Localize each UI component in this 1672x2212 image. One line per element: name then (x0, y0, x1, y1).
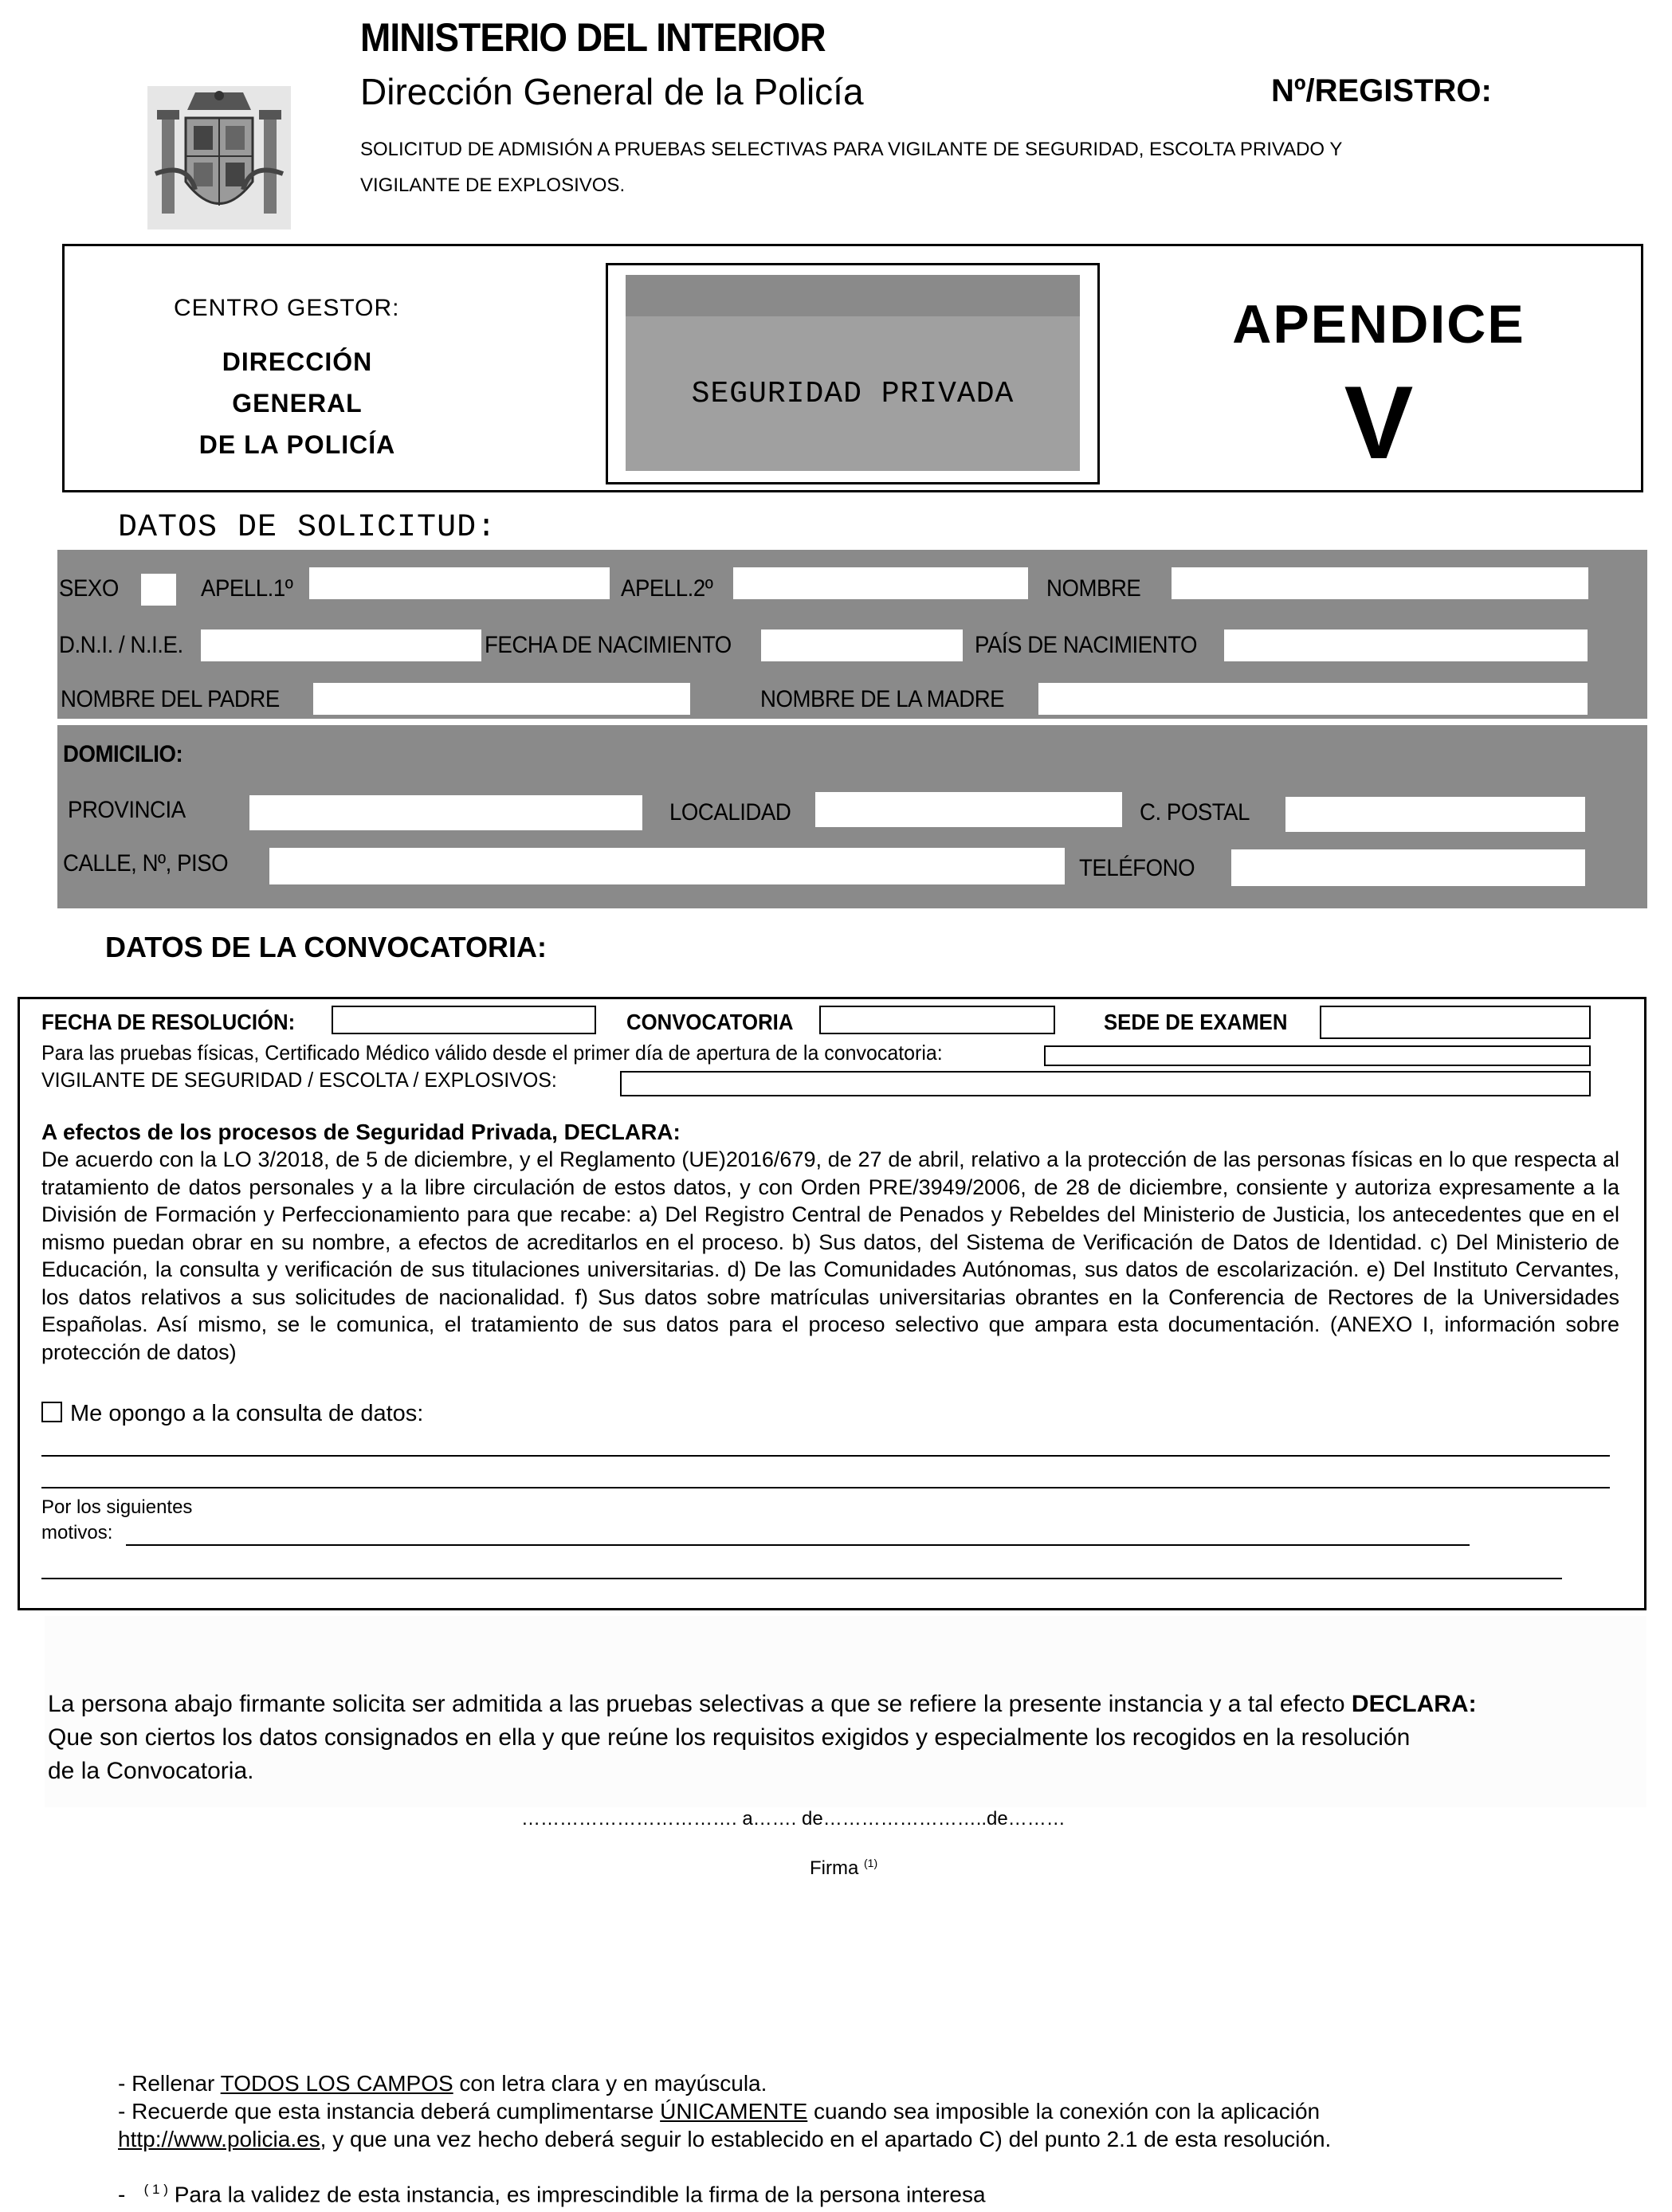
registro-label: Nº/REGISTRO: (1271, 73, 1492, 108)
convocatoria-field[interactable] (819, 1006, 1055, 1034)
motivos-line1: Por los siguientes (41, 1496, 193, 1518)
seguridad-privada-label: SEGURIDAD PRIVADA (626, 316, 1080, 471)
dni-label: D.N.I. / N.I.E. (59, 632, 183, 658)
certificado-medico-field[interactable] (1044, 1045, 1591, 1066)
nota-2-pre: - Recuerde que esta instancia deberá cumplimentarse (118, 2099, 661, 2124)
declaracion-line1-text: La persona abajo firmante solicita ser admitida a las pruebas selectivas a que se refiere la presente instancia y a tal efecto (48, 1691, 1352, 1717)
sexo-label: SEXO (59, 575, 119, 602)
gestor-name-line2: DE LA POLICÍA (198, 430, 396, 459)
declara-body: De acuerdo con la LO 3/2018, de 5 de diciembre, y el Reglamento (UE)2016/679, de 27 de abril, relativo a la protección de las personas físicas en lo que respecta al tratamiento de datos personales y a la libre circulación de estos datos, y con Orden PRE/3949/2006, de 28 de diciembre, consiente y autoriza expresamente a la División de Formación y Perfeccionamiento para que recabe: a) Del Registro Central de Penados y Rebeldes del Ministerio de Justicia, los antecedentes que en el mismo puedan obrar en su nombre, a efectos de acreditarlos en el proceso. b) Sus datos, del Sistema de Verificación de Datos de Identidad. c) Del Ministerio de Educación, la consulta y verificación de sus titulaciones universitarias. d) De las Comunidades Autónomas, sus datos de escolarización. e) Del Instituto Cervantes, los datos relativos a sus solicitudes de nacionalidad. f) Sus datos sobre matrículas universitarias obrantes en la Conferencia de Rectores de la Universidades Españolas. Así mismo, se le comunica, el tratamiento de sus datos para el proceso selectivo que ampara esta documentación. (ANEXO I, información sobre protección de datos) (41, 1147, 1619, 1364)
opongo-label: Me opongo a la consulta de datos: (70, 1401, 424, 1426)
fecha-nacimiento-label: FECHA DE NACIMIENTO (485, 632, 732, 658)
nota-4-text: Para la validez de esta instancia, es imprescindible la firma de la persona interesa (174, 2182, 986, 2207)
nota-4-ref: ( 1 ) (143, 2182, 168, 2197)
pais-nacimiento-label: PAÍS DE NACIMIENTO (975, 632, 1198, 658)
firma-label (810, 1857, 877, 1880)
apendice-number: V (1344, 364, 1414, 480)
nota-2 (118, 2097, 1331, 2125)
declaracion-line1 (48, 1688, 1642, 1721)
nombre-label: NOMBRE (1046, 575, 1141, 602)
localidad-field[interactable] (815, 792, 1122, 827)
motivos-line2: motivos: (41, 1522, 113, 1543)
policia-link[interactable]: http://www.policia.es (118, 2127, 320, 2151)
opongo-checkbox[interactable] (41, 1402, 62, 1422)
calle-field[interactable] (269, 848, 1065, 884)
sede-examen-label: SEDE DE EXAMEN (1104, 1010, 1288, 1034)
apell1-field[interactable] (309, 567, 610, 599)
telefono-label: TELÉFONO (1079, 855, 1195, 881)
fecha-nacimiento-field[interactable] (761, 629, 963, 661)
opongo-option[interactable] (41, 1401, 423, 1427)
vigilante-label: VIGILANTE DE SEGURIDAD / ESCOLTA / EXPLOSIVOS: (41, 1068, 557, 1092)
declaracion-line2: Que son ciertos los datos consignados en ella y que reúne los requisitos exigidos y especialmente los recogidos en la resolución (48, 1724, 1411, 1751)
solicitud-subtitle-line1: SOLICITUD DE ADMISIÓN A PRUEBAS SELECTIVAS PARA VIGILANTE DE SEGURIDAD, ESCOLTA PRIVADO Y (360, 139, 1343, 160)
motivos-line-2[interactable] (41, 1578, 1562, 1579)
opongo-line-2[interactable] (41, 1487, 1610, 1488)
date-line[interactable]: ……………………………. a……. de……………………..de……… (521, 1808, 1066, 1830)
nota-1-underline: TODOS LOS CAMPOS (220, 2071, 453, 2096)
seguridad-privada-band (626, 275, 1080, 316)
nota-4 (118, 2182, 986, 2207)
codigo-postal-field[interactable] (1285, 797, 1585, 832)
nota-4-dash: - (118, 2182, 126, 2207)
provincia-field[interactable] (249, 795, 642, 830)
domicilio-label: DOMICILIO: (63, 741, 183, 767)
datos-solicitud-heading: DATOS DE SOLICITUD: (118, 510, 497, 546)
declara-heading: A efectos de los procesos de Seguridad Privada, DECLARA: (41, 1120, 681, 1144)
apell1-label: APELL.1º (201, 575, 293, 602)
solicitud-subtitle (360, 131, 1476, 203)
direction-title: Dirección General de la Policía (360, 71, 864, 112)
provincia-label: PROVINCIA (68, 797, 186, 823)
apendice-title: APENDICE (1232, 294, 1525, 355)
nombre-padre-label: NOMBRE DEL PADRE (61, 686, 280, 712)
sede-examen-field[interactable] (1320, 1006, 1591, 1039)
apell2-label: APELL.2º (621, 575, 713, 602)
nombre-field[interactable] (1172, 567, 1588, 599)
nota-1 (118, 2069, 1331, 2097)
motivos-line-1[interactable] (126, 1544, 1470, 1546)
declaracion-line3: de la Convocatoria. (48, 1758, 254, 1784)
declaracion-line1-bold: DECLARA: (1351, 1691, 1477, 1717)
sexo-field[interactable] (141, 574, 176, 606)
localidad-label: LOCALIDAD (669, 799, 791, 826)
gestor-name-line1: DIRECCIÓN GENERAL (222, 347, 373, 418)
nombre-madre-field[interactable] (1038, 683, 1588, 715)
coat-of-arms-icon (147, 86, 291, 229)
certificado-medico-label: Para las pruebas físicas, Certificado Médico válido desde el primer día de apertura de la convocatoria: (41, 1041, 943, 1065)
instrucciones (118, 2069, 1331, 2153)
centro-gestor-name (154, 341, 441, 465)
nombre-madre-label: NOMBRE DE LA MADRE (760, 686, 1005, 712)
dni-field[interactable] (201, 629, 481, 661)
firma-note: (1) (864, 1857, 878, 1869)
nota-2-underline: ÚNICAMENTE (660, 2099, 808, 2124)
nota-3-post: , y que una vez hecho deberá seguir lo establecido en el apartado C) del punto 2.1 de esta resolución. (320, 2127, 1332, 2151)
declaracion-final (48, 1688, 1642, 1788)
nota-1-pre: - Rellenar (118, 2071, 221, 2096)
nota-1-post: con letra clara y en mayúscula. (453, 2071, 767, 2096)
nota-3 (118, 2125, 1331, 2153)
pais-nacimiento-field[interactable] (1224, 629, 1588, 661)
centro-gestor-label: CENTRO GESTOR: (174, 295, 400, 321)
convocatoria-label: CONVOCATORIA (626, 1010, 794, 1034)
apell2-field[interactable] (733, 567, 1028, 599)
solicitud-subtitle-line2: VIGILANTE DE EXPLOSIVOS. (360, 175, 626, 196)
firma-text: Firma (810, 1857, 859, 1879)
calle-label: CALLE, Nº, PISO (63, 850, 229, 877)
nombre-padre-field[interactable] (313, 683, 690, 715)
vigilante-field[interactable] (620, 1071, 1591, 1096)
fecha-resolucion-field[interactable] (332, 1006, 596, 1034)
motivos-label (41, 1495, 192, 1546)
telefono-field[interactable] (1231, 849, 1585, 886)
fecha-resolucion-label: FECHA DE RESOLUCIÓN: (41, 1010, 296, 1034)
nota-2-post: cuando sea imposible la conexión con la aplicación (807, 2099, 1321, 2124)
codigo-postal-label: C. POSTAL (1140, 799, 1250, 826)
ministry-title: MINISTERIO DEL INTERIOR (360, 15, 826, 60)
datos-convocatoria-heading: DATOS DE LA CONVOCATORIA: (105, 931, 548, 963)
opongo-line-1[interactable] (41, 1455, 1610, 1457)
